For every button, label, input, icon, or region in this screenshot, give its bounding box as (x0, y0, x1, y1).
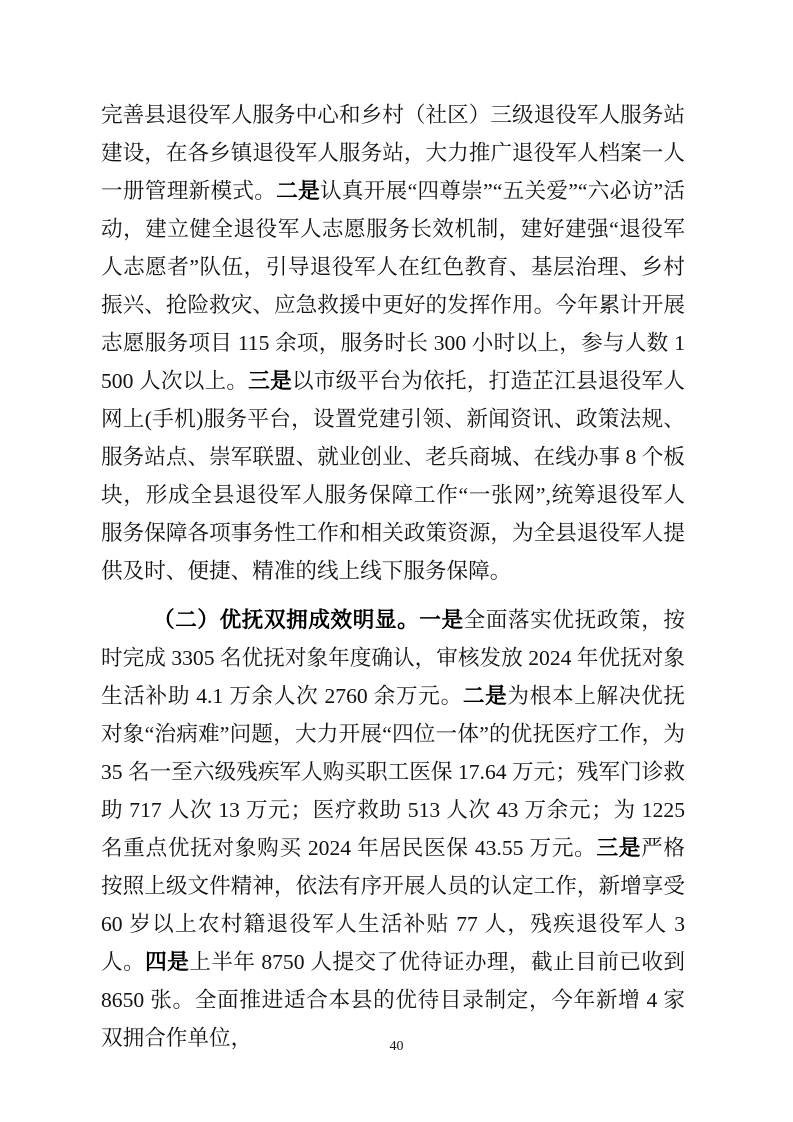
paragraph-service-system (101, 96, 685, 590)
text-run: 以市级平台为依托，打造芷江县退役军人网上(手机)服务平台，设置党建引领、新闻资讯、政策法规、服务站点、崇军联盟、就业创业、老兵商城、在线办事 8 个板块，形成全县退役军人服务保障工作“一张网”,统筹退役军人服务保障各项事务性工作和相关政策资源，为全县退役军人提供及时、便捷、精准的线上线下服务保障。 (101, 369, 685, 583)
text-run: 全面落实优抚政策，按时完成 3305 名优抚对象年度确认，审核发放 2024 年优抚对象生活补助 4.1 万余人次 2760 余万元。 (101, 608, 685, 708)
bold-marker-run: 一是 (419, 608, 464, 632)
page-number: 40 (389, 1039, 404, 1054)
section-heading-run: （二）优抚双拥成效明显。 (153, 608, 420, 632)
bold-marker-run: 二是 (276, 179, 320, 203)
text-run: 为根本上解决优抚对象“治病难”问题，大力开展“四位一体”的优抚医疗工作，为 35 名一至六级残疾军人购买职工医保 17.64 万元；残军门诊救助 717 人次 13 万元；医疗救助 513 人次 43 万余元；为 1225 名重点优抚对象购买 2024 年居民医保 43.55 万元。 (101, 684, 685, 860)
bold-marker-run: 三是 (248, 369, 292, 393)
text-run: 上半年 8750 人提交了优待证办理，截止目前已收到 8650 张。全面推进适合本县的优待目录制定，今年新增 4 家双拥合作单位， (101, 950, 685, 1050)
bold-marker-run: 三是 (596, 836, 642, 860)
bold-marker-run: 四是 (145, 950, 190, 974)
bold-marker-run: 二是 (462, 684, 508, 708)
text-run: 严格按照上级文件精神，依法有序开展人员的认定工作，新增享受 60 岁以上农村籍退役军人生活补贴 77 人，残疾退役军人 3 人。 (101, 836, 685, 974)
paragraph-preferential-care (101, 601, 685, 1057)
page-body-text (101, 96, 685, 1057)
text-run: 完善县退役军人服务中心和乡村（社区）三级退役军人服务站建设，在各乡镇退役军人服务站，大力推广退役军人档案一人一册管理新模式。 (101, 103, 685, 203)
text-run: 认真开展“四尊崇”“五关爱”“六必访”活动，建立健全退役军人志愿服务长效机制，建好建强“退役军人志愿者”队伍，引导退役军人在红色教育、基层治理、乡村振兴、抢险救灾、应急救援中更好的发挥作用。今年累计开展志愿服务项目 115 余项，服务时长 300 小时以上，参与人数 1500 人次以上。 (101, 179, 685, 393)
